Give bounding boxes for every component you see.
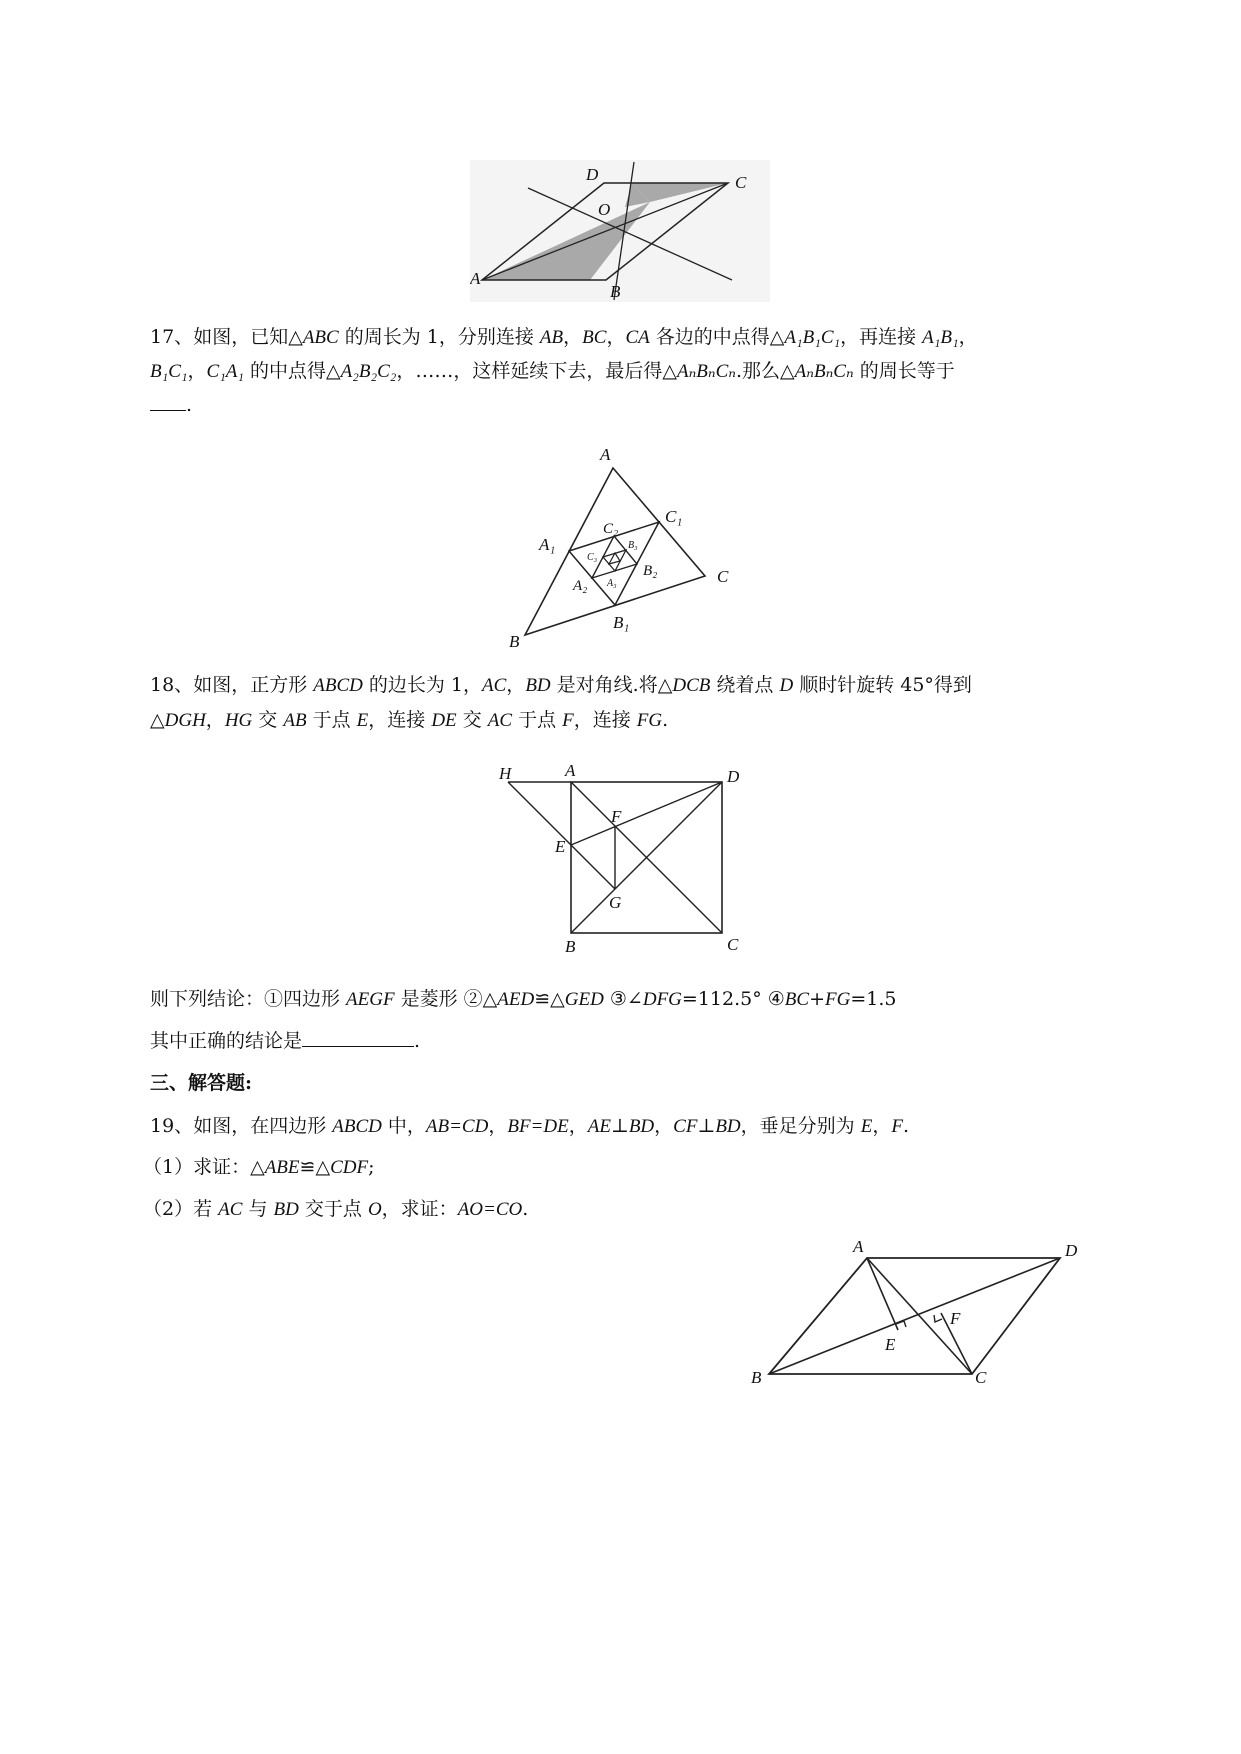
label-c: C	[975, 1368, 987, 1387]
label-d: D	[727, 767, 740, 786]
label-c: C	[717, 567, 729, 586]
label-f: F	[950, 1309, 961, 1328]
q17-line1: 17、如图，已知△ABC 的周长为 1，分别连接 AB，BC，CA 各边的中点得△A₁B₁C₁，再连接 A₁B₁，	[150, 326, 978, 348]
q18-conclusions: 则下列结论：①四边形 AEGF 是菱形 ②△AED≌△GED ③∠DFG=112.5° ④BC+FG=1.5	[150, 988, 897, 1010]
figure-18	[485, 760, 760, 960]
label-f: F	[611, 807, 622, 826]
q18-line2: △DGH，HG 交 AB 于点 E，连接 DE 交 AC 于点 F，连接 FG.	[150, 709, 669, 731]
label-b1: B₁	[613, 613, 630, 632]
q19-part1: （1）求证：△ABE≌△CDF;	[143, 1156, 375, 1178]
q18-line1: 18、如图，正方形 ABCD 的边长为 1，AC，BD 是对角线.将△DCB 绕着点 D 顺时针旋转 45°得到	[150, 674, 972, 696]
label-o: O	[598, 200, 611, 219]
label-b3: B₃	[628, 540, 638, 551]
label-a3: A₃	[607, 578, 617, 589]
label-a2: A₂	[573, 578, 588, 594]
label-a: A	[600, 445, 611, 464]
label-b: B	[751, 1368, 762, 1387]
q17-line2: B₁C₁，C₁A₁ 的中点得△A₂B₂C₂，……，这样延续下去，最后得△AₙBₙCₙ.那么△AₙBₙCₙ 的周长等于	[150, 360, 955, 382]
label-b: B	[610, 282, 621, 301]
q17-answer-blank[interactable]	[150, 390, 186, 411]
label-a: A	[470, 269, 481, 288]
label-d: D	[1065, 1241, 1078, 1260]
label-b: B	[565, 937, 576, 956]
label-e: E	[885, 1335, 896, 1354]
label-a: A	[853, 1238, 864, 1256]
q18-answer-blank[interactable]	[302, 1026, 414, 1047]
label-b2: B₂	[643, 563, 658, 579]
label-a1: A₁	[539, 535, 556, 554]
label-g: G	[609, 893, 622, 912]
label-c2: C₂	[603, 521, 619, 537]
label-h: H	[499, 764, 512, 783]
label-a: A	[565, 761, 576, 780]
q18-answer-line: 其中正确的结论是 .	[150, 1024, 420, 1058]
label-e: E	[555, 837, 566, 856]
segment-hg	[508, 782, 615, 889]
section-heading: 三、解答题:	[150, 1072, 253, 1094]
label-b: B	[509, 632, 520, 650]
label-c: C	[735, 173, 747, 192]
label-c: C	[727, 935, 739, 954]
figure-19	[745, 1238, 1095, 1388]
q19-part2: （2）若 AC 与 BD 交于点 O，求证：AO=CO.	[143, 1198, 529, 1220]
right-angle-f	[934, 1315, 942, 1322]
label-d: D	[586, 165, 599, 184]
right-angle-e	[896, 1321, 906, 1327]
q17-line3: .	[150, 388, 192, 422]
figure-16	[470, 160, 770, 302]
segment-ae	[867, 1258, 898, 1330]
figure-17	[495, 440, 755, 650]
label-c3: C₃	[587, 552, 598, 563]
segment-de	[571, 782, 722, 845]
q19-line1: 19、如图，在四边形 ABCD 中，AB=CD，BF=DE，AE⊥BD，CF⊥BD，垂足分别为 E，F.	[150, 1115, 909, 1137]
label-c1: C₁	[665, 507, 683, 526]
